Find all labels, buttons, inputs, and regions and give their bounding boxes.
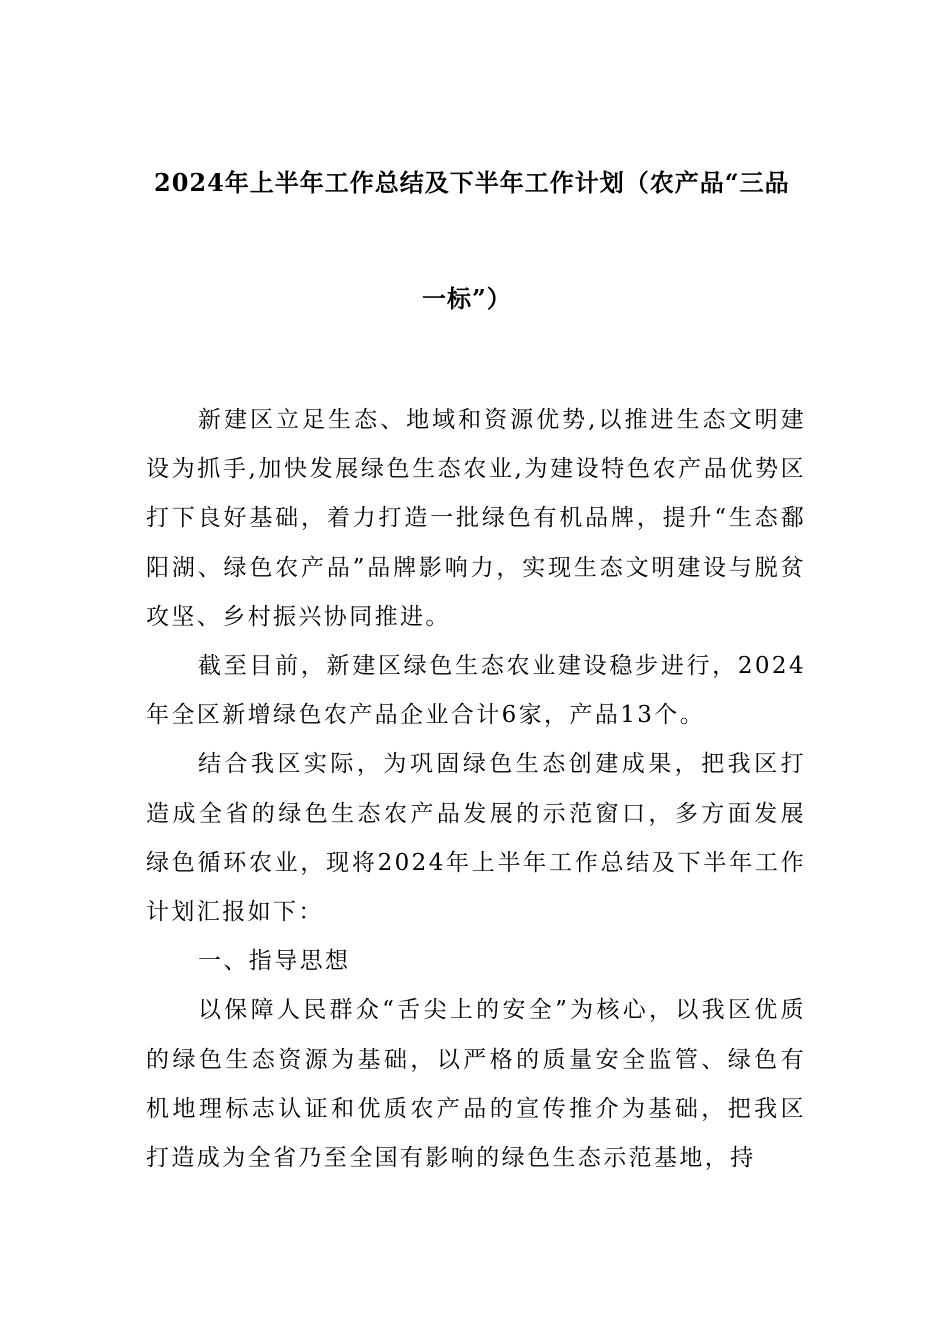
paragraph-intro: 新建区立足生态、地域和资源优势,以推进生态文明建设为抓手,加快发展绿色生态农业,为建设特色农产品优势区打下良好基础，着力打造一批绿色有机品牌，提升“生态鄱阳湖、绿色农产品”品牌影响力，实现生态文明建设与脱贫攻坚、乡村振兴协同推进。 (146, 407, 806, 630)
paragraph-guiding-ideology: 以保障人民群众“舌尖上的安全”为核心，以我区优质的绿色生态资源为基础，以严格的质量安全监管、绿色有机地理标志认证和优质农产品的宣传推介为基础，把我区打造成为全省乃至全国有影响的绿色生态示范基地，持 (146, 997, 806, 1172)
section-heading-guiding-ideology: 一、指导思想 (198, 948, 351, 975)
document-title-line-2: 一标”） (422, 284, 512, 313)
document-body (146, 396, 806, 1183)
document-title-line-1: 2024年上半年工作总结及下半年工作计划（农产品“三品 (154, 168, 790, 197)
paragraph-progress: 截至目前，新建区绿色生态农业建设稳步进行，2024年全区新增绿色农产品企业合计6家，产品13个。 (146, 653, 806, 729)
paragraph-purpose: 结合我区实际，为巩固绿色生态创建成果，把我区打造成全省的绿色生态农产品发展的示范窗口，多方面发展绿色循环农业，现将2024年上半年工作总结及下半年工作计划汇报如下： (146, 751, 806, 926)
